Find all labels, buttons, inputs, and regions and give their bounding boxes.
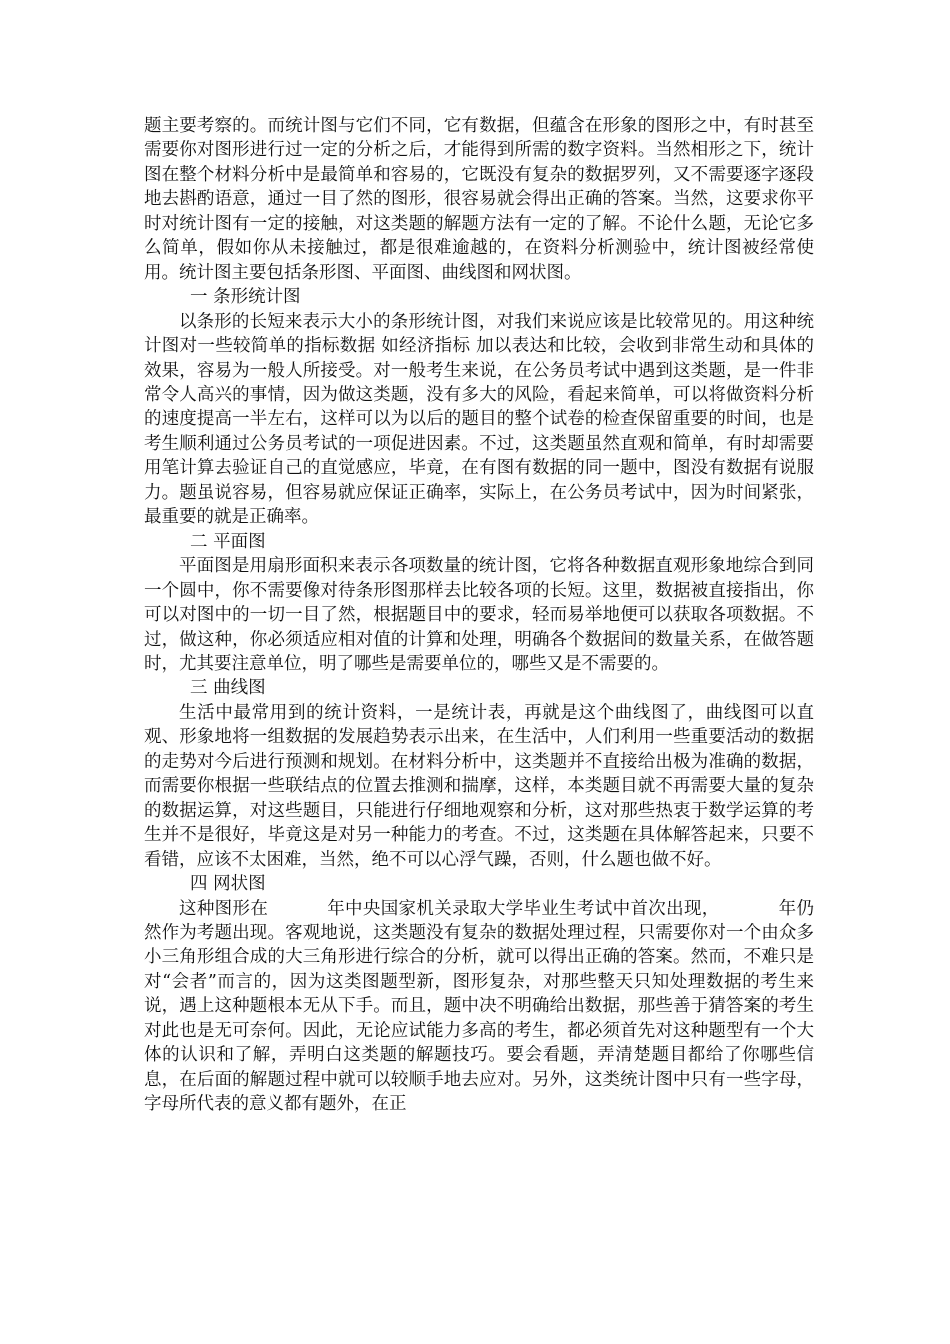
paragraph-network-chart: 这种图形在 年中央国家机关录取大学毕业生考试中首次出现， 年仍然作为考题出现。客观地说，这类题没有复杂的数据处理过程，只需要你对一个由众多小三角形组合成的大三角形进行综合的分析，就可以得出正确的答案。然而，不难只是对“会者”而言的，因为这类图题型新，图形复杂，对那些整天只知处理数据的考生来说，遇上这种题根本无从下手。而且，题中决不明确给出数据，那些善于猜答案的考生对此也是无可奈何。因此，无论应试能力多高的考生，都必须首先对这种题型有一个大体的认识和了解，弄明白这类题的解题技巧。要会看题，弄清楚题目都给了你哪些信息，在后面的解题过程中就可以较顺手地去应对。另外，这类统计图中只有一些字母，字母所代表的意义都有题外，在正 [144,898,814,1115]
paragraph-bar-chart: 以条形的长短来表示大小的条形统计图，对我们来说应该是比较常见的。用这种统计图对一些较简单的指标数据 如经济指标 加以表达和比较，会收到非常生动和具体的效果，容易为一般人所接受。对一般考生来说，在公务员考试中遇到这类题，是一件非常令人高兴的事情，因为做这类题，没有多大的风险，看起来简单，可以将做资料分析的速度提高一半左右，这样可以为以后的题目的整个试卷的检查保留重要的时间，也是考生顺利通过公务员考试的一项促进因素。不过，这类题虽然直观和简单，有时却需要用笔计算去验证自己的直觉感应，毕竟，在有图有数据的同一题中，图没有数据有说服力。题虽说容易，但容易就应保证正确率，实际上，在公务员考试中，因为时间紧张，最重要的就是正确率。 [144,311,814,528]
section-heading-pie-chart: 二 平面图 [190,531,266,552]
intro-paragraph: 题主要考察的。而统计图与它们不同，它有数据，但蕴含在形象的图形之中，有时甚至需要你对图形进行过一定的分析之后，才能得到所需的数字资料。当然相形之下，统计图在整个材料分析中是最简单和容易的，它既没有复杂的数据罗列，又不需要逐字逐段地去斟酌语意，通过一目了然的图形，很容易就会得出正确的答案。当然，这要求你平时对统计图有一定的接触，对这类题的解题方法有一定的了解。不论什么题，无论它多么简单，假如你从未接触过，都是很难逾越的，在资料分析测验中，统计图被经常使用。统计图主要包括条形图、平面图、曲线图和网状图。 [144,116,814,283]
paragraph-line-chart: 生活中最常用到的统计资料，一是统计表，再就是这个曲线图了，曲线图可以直观、形象地将一组数据的发展趋势表示出来，在生活中，人们利用一些重要活动的数据的走势对今后进行预测和规划。在材料分析中，这类题并不直接给出极为准确的数据，而需要你根据一些联结点的位置去推测和揣摩，这样，本类题目就不再需要大量的复杂的数据运算，对这些题目，只能进行仔细地观察和分析，这对那些热衷于数学运算的考生并不是很好，毕竟这是对另一种能力的考查。不过，这类题在具体解答起来，只要不看错，应该不太困难，当然，绝不可以心浮气躁，否则，什么题也做不好。 [144,702,814,870]
paragraph-pie-chart: 平面图是用扇形面积来表示各项数量的统计图，它将各种数据直观形象地综合到同一个圆中，你不需要像对待条形图那样去比较各项的长短。这里，数据被直接指出，你可以对图中的一切一目了然，根据题目中的要求，轻而易举地便可以获取各项数据。不过，做这种，你必须适应相对值的计算和处理，明确各个数据间的数量关系，在做答题时，尤其要注意单位，明了哪些是需要单位的，哪些又是不需要的。 [144,556,814,674]
section-heading-network-chart: 四 网状图 [190,874,266,895]
document-body [144,114,814,1117]
section-heading-line-chart: 三 曲线图 [190,678,266,699]
section-heading-bar-chart: 一 条形统计图 [190,287,301,308]
